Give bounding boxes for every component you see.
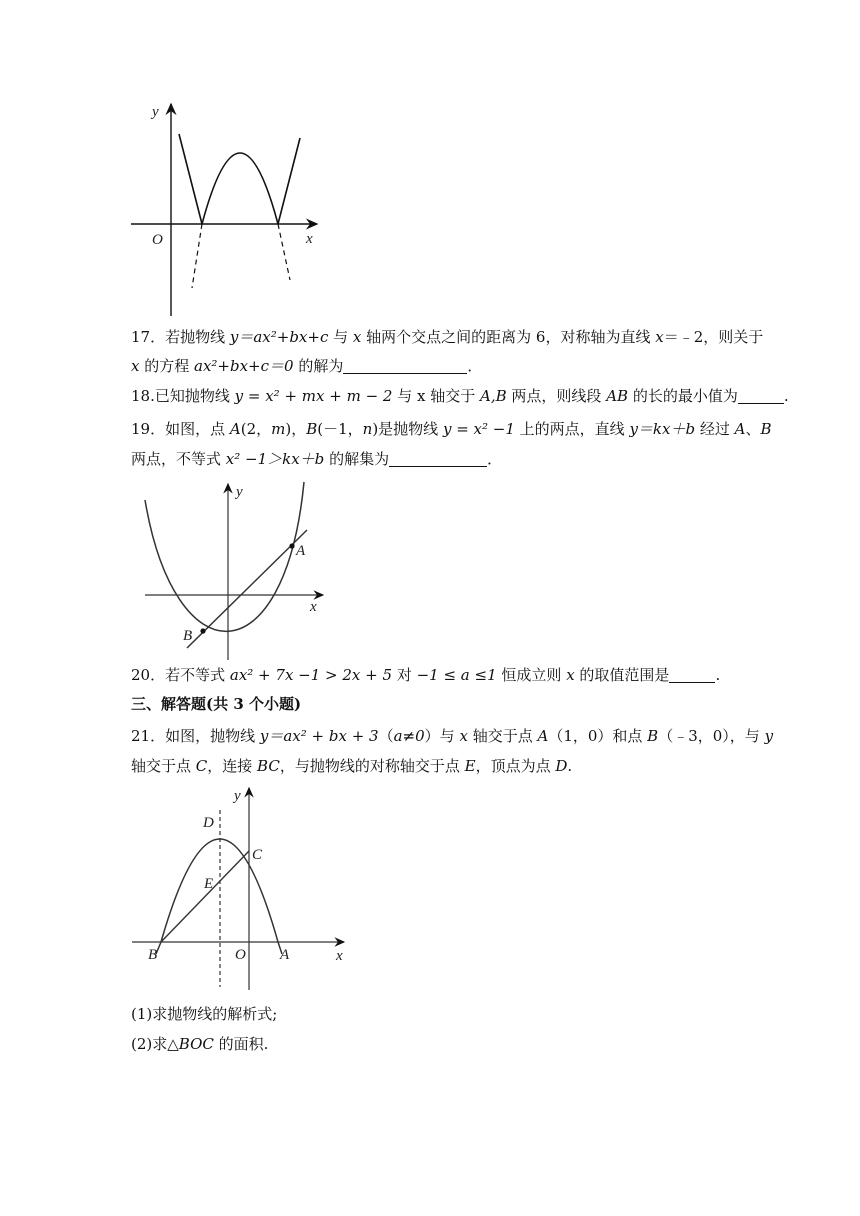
q18-line: 18.已知抛物线 y = x² + mx + m − 2 与 x 轴交于 A,B 两点，则线段 AB 的长的最小值为 . <box>131 387 789 405</box>
section-heading: 三、解答题(共 3 个小题) <box>131 695 302 713</box>
parabola <box>156 839 282 954</box>
label-a: A <box>280 947 290 963</box>
label-d: D <box>203 815 214 831</box>
left-dashed <box>192 224 202 288</box>
label-c: C <box>252 847 263 863</box>
label-b: B <box>148 947 158 963</box>
q21-parabola-eq: y＝ax² + bx + 3 <box>259 727 379 745</box>
q21-number: 21． <box>131 727 166 745</box>
reflected-parabola <box>202 153 278 224</box>
x-label: x <box>336 948 343 964</box>
q21-sub1: (1)求抛物线的解析式; <box>131 1005 278 1023</box>
q20-answer-blank[interactable] <box>669 667 715 683</box>
y-label: y <box>152 104 159 120</box>
q17-number: 17． <box>131 328 166 346</box>
q18-parabola-eq: y = x² + mx + m − 2 <box>234 387 393 405</box>
q21-sub2: (2)求△BOC 的面积. <box>131 1035 269 1053</box>
q19-parabola-eq: y = x² −1 <box>442 420 515 438</box>
q19-line-eq: y＝kx＋b <box>629 420 696 438</box>
figure-q21-graph <box>128 782 358 992</box>
q18-answer-blank[interactable] <box>738 388 784 404</box>
q18-number: 18. <box>131 387 155 405</box>
figure-q16-graph <box>125 98 325 320</box>
label-b: B <box>183 628 193 644</box>
q19-answer-blank[interactable] <box>389 451 487 467</box>
q21-line1: 21．如图，抛物线 y＝ax² + bx + 3（a≠0）与 x 轴交于点 A（1，0）和点 B（﹣3，0），与 y <box>131 727 774 745</box>
x-label: x <box>310 599 317 615</box>
q20-inequality: ax² + 7x −1 > 2x + 5 <box>229 666 393 684</box>
label-a: A <box>296 543 306 559</box>
q20-line: 20．若不等式 ax² + 7x −1 > 2x + 5 对 −1 ≤ a ≤1 恒成立则 x 的取值范围是 . <box>131 666 721 684</box>
q17-equation: ax²+bx+c＝0 <box>194 357 294 375</box>
point-b <box>200 628 205 633</box>
right-dashed <box>278 224 290 280</box>
q19-number: 19． <box>131 420 166 438</box>
q21-line2: 轴交于点 C，连接 BC，与抛物线的对称轴交于点 E，顶点为点 D. <box>131 757 573 775</box>
y-label: y <box>234 788 241 804</box>
q20-number: 20． <box>131 666 166 684</box>
line-bc <box>161 851 249 942</box>
x-label: x <box>306 231 313 247</box>
q17-line2: x 的方程 ax²+bx+c＝0 的解为 ． <box>131 357 483 375</box>
q19-line2: 两点，不等式 x² −1＞kx＋b 的解集为 ． <box>131 450 503 468</box>
point-a <box>289 543 294 548</box>
q17-parabola-eq: y＝ax²+bx+c <box>229 328 329 346</box>
q19-line1: 19．如图，点 A(2，m)，B(－1，n)是抛物线 y = x² −1 上的两点，直线 y＝kx＋b 经过 A、B <box>131 420 772 438</box>
y-label: y <box>236 484 243 500</box>
label-e: E <box>204 876 214 892</box>
figure-q19-graph <box>135 478 335 662</box>
origin-label: O <box>152 232 163 248</box>
left-branch <box>179 134 202 224</box>
q19-inequality: x² −1＞kx＋b <box>225 450 325 468</box>
q17-answer-blank[interactable] <box>343 358 467 374</box>
right-branch <box>278 138 300 224</box>
q17-line1: 17．若抛物线 y＝ax²+bx+c 与 x 轴两个交点之间的距离为 6，对称轴为直线 x＝﹣2，则关于 <box>131 328 764 346</box>
origin-label: O <box>235 947 246 963</box>
